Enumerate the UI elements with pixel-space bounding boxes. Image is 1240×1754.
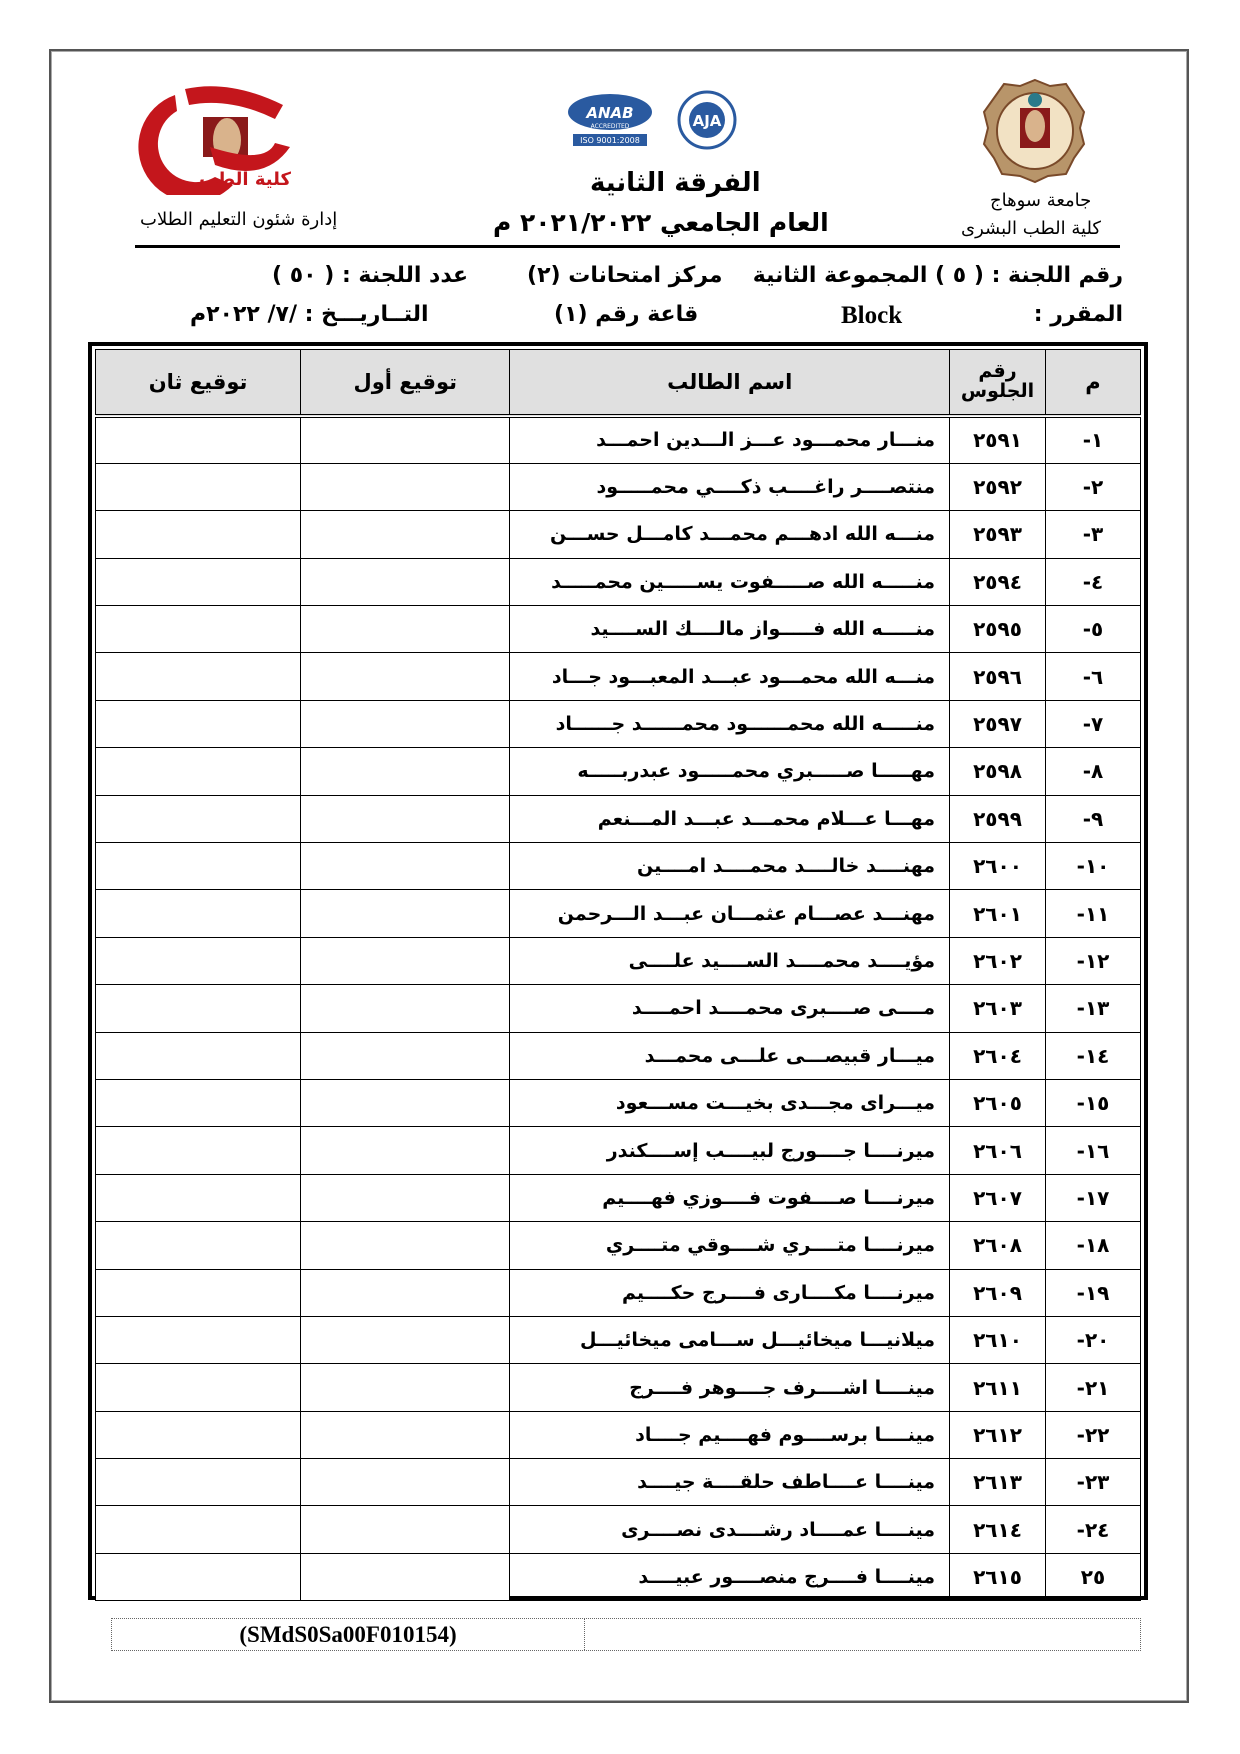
table-row [96, 511, 1141, 558]
row-index: ٢٣- [1046, 1459, 1141, 1506]
anab-sub-text: ACCREDITED [590, 123, 630, 130]
header-seat-number [950, 350, 1046, 417]
table-header-row [96, 350, 1141, 417]
aja-text: AJA [692, 112, 722, 130]
table-row [96, 843, 1141, 890]
row-index: ١٨- [1046, 1222, 1141, 1269]
seat-number: ٢٦٠٧ [950, 1174, 1046, 1221]
table-row [96, 985, 1141, 1032]
second-signature-cell[interactable] [96, 1222, 301, 1269]
table-row [96, 937, 1141, 984]
university-seal [980, 76, 1090, 186]
table-row [96, 1032, 1141, 1079]
second-signature-cell[interactable] [96, 700, 301, 747]
row-index: ١٣- [1046, 985, 1141, 1032]
second-signature-cell[interactable] [96, 1032, 301, 1079]
exam-center: مركز امتحانات (٢) [527, 263, 723, 288]
student-name: مينــــا عــــاطف حلقــــة جيــــد [510, 1459, 950, 1506]
student-name: مهـــا عـــلام محمـــد عبـــد المـــنعم [510, 795, 950, 842]
anab-text: ANAB [586, 104, 634, 122]
row-index: ٤- [1046, 558, 1141, 605]
hall-number: قاعة رقم (١) [554, 302, 699, 327]
student-name: ميرنــــا صــــفوت فــــوزي فهــــيم [510, 1174, 950, 1221]
first-signature-cell[interactable] [301, 985, 510, 1032]
committee-count: عدد اللجنة : ( ٥٠ ) [272, 263, 469, 288]
seat-number: ٢٥٩١ [950, 416, 1046, 463]
row-index: ٧- [1046, 700, 1141, 747]
student-name: منـــــه الله فـــــواز مالــــك الســــيد [510, 606, 950, 653]
first-signature-cell[interactable] [301, 1506, 510, 1553]
student-name: ميـــراى مجـــدى بخيـــت مســـعود [510, 1079, 950, 1126]
faculty-logo [115, 85, 315, 195]
student-name: مهـــــا صـــــبري محمـــــود عبدربـــــه [510, 748, 950, 795]
student-name: ميرنــــا مكــــارى فــــرج حكــــيم [510, 1269, 950, 1316]
first-signature-cell[interactable] [301, 1079, 510, 1126]
first-signature-cell[interactable] [301, 748, 510, 795]
course-label: المقرر : [1033, 302, 1123, 327]
seat-number: ٢٦١١ [950, 1364, 1046, 1411]
header-second-signature: توقيع ثان [96, 350, 301, 417]
row-index: ١٢- [1046, 937, 1141, 984]
first-signature-cell[interactable] [301, 463, 510, 510]
header-index: م [1046, 350, 1141, 417]
first-signature-cell[interactable] [301, 1032, 510, 1079]
footer-empty-cell [585, 1619, 1140, 1650]
seat-number: ٢٥٩٨ [950, 748, 1046, 795]
second-signature-cell[interactable] [96, 1127, 301, 1174]
second-signature-cell[interactable] [96, 1079, 301, 1126]
second-signature-cell[interactable] [96, 653, 301, 700]
seat-number: ٢٦٠٩ [950, 1269, 1046, 1316]
seat-number: ٢٥٩٦ [950, 653, 1046, 700]
seat-number: ٢٥٩٧ [950, 700, 1046, 747]
table-row [96, 1316, 1141, 1363]
row-index: ٩- [1046, 795, 1141, 842]
second-signature-cell[interactable] [96, 463, 301, 510]
student-name: منتصــــر راغــــب ذكــــي محمـــــود [510, 463, 950, 510]
second-signature-cell[interactable] [96, 1506, 301, 1553]
seat-number: ٢٦١٤ [950, 1506, 1046, 1553]
first-signature-cell[interactable] [301, 700, 510, 747]
student-name: منـــه الله ادهـــم محمـــد كامـــل حســـن [510, 511, 950, 558]
first-signature-cell[interactable] [301, 1269, 510, 1316]
table-row [96, 463, 1141, 510]
faculty-name: كلية الطب البشرى [961, 218, 1101, 239]
second-signature-cell[interactable] [96, 1269, 301, 1316]
seat-number: ٢٦٠٢ [950, 937, 1046, 984]
accreditation-logos [565, 90, 755, 150]
student-name: ميلانيـــا ميخائيـــل ســـامى ميخائيـــل [510, 1316, 950, 1363]
seat-number: ٢٦٠٥ [950, 1079, 1046, 1126]
second-signature-cell[interactable] [96, 1459, 301, 1506]
row-index: ٣- [1046, 511, 1141, 558]
table-row [96, 1459, 1141, 1506]
table-row [96, 1269, 1141, 1316]
second-signature-cell[interactable] [96, 748, 301, 795]
first-signature-cell[interactable] [301, 558, 510, 605]
second-signature-cell[interactable] [96, 890, 301, 937]
row-index: ٦- [1046, 653, 1141, 700]
second-signature-cell[interactable] [96, 937, 301, 984]
table-row [96, 1222, 1141, 1269]
header-student-name: اسم الطالب [510, 350, 950, 417]
table-row [96, 748, 1141, 795]
student-name: مؤيــــد محمــــد الســــيد علــــى [510, 937, 950, 984]
table-row [96, 1079, 1141, 1126]
header-divider [135, 245, 1120, 248]
table-row [96, 795, 1141, 842]
table-row [96, 1506, 1141, 1553]
first-signature-cell[interactable] [301, 1174, 510, 1221]
seat-number: ٢٦٠٦ [950, 1127, 1046, 1174]
second-signature-cell[interactable] [96, 843, 301, 890]
second-signature-cell[interactable] [96, 1364, 301, 1411]
first-signature-cell[interactable] [301, 1411, 510, 1458]
seat-number: ٢٥٩٤ [950, 558, 1046, 605]
table-row [96, 1364, 1141, 1411]
first-signature-cell[interactable] [301, 1459, 510, 1506]
table-row [96, 1411, 1141, 1458]
row-index: ٢٥ [1046, 1553, 1141, 1600]
course-value: Block [841, 302, 903, 329]
second-signature-cell[interactable] [96, 1411, 301, 1458]
row-index: ٢٢- [1046, 1411, 1141, 1458]
first-signature-cell[interactable] [301, 606, 510, 653]
table-row [96, 1174, 1141, 1221]
table-row [96, 416, 1141, 463]
second-signature-cell[interactable] [96, 1174, 301, 1221]
document-code: (SMdS0Sa00F010154) [112, 1619, 585, 1650]
first-signature-cell[interactable] [301, 795, 510, 842]
university-name: جامعة سوهاج [990, 190, 1092, 211]
iso-text: ISO 9001:2008 [580, 136, 640, 145]
second-signature-cell[interactable] [96, 606, 301, 653]
row-index: ١- [1046, 416, 1141, 463]
table-row [96, 890, 1141, 937]
footer-box [111, 1618, 1141, 1651]
row-index: ١٥- [1046, 1079, 1141, 1126]
academic-year: العام الجامعي ٢٠٢١/٢٠٢٢ م [493, 208, 829, 237]
second-signature-cell[interactable] [96, 511, 301, 558]
student-name: ميرنــــا جــــورج لبيــــب إســــكندر [510, 1127, 950, 1174]
second-signature-cell[interactable] [96, 558, 301, 605]
svg-text:كلية الطب: كلية الطب [199, 169, 291, 190]
row-index: ٢٠- [1046, 1316, 1141, 1363]
seat-number: ٢٦٠٤ [950, 1032, 1046, 1079]
student-name: ميرنــــا متــــري شــــوقي متــــري [510, 1222, 950, 1269]
row-index: ٥- [1046, 606, 1141, 653]
second-signature-cell[interactable] [96, 795, 301, 842]
header-seat-line2: الجلوس [960, 380, 1035, 402]
first-signature-cell[interactable] [301, 1553, 510, 1600]
table-row [96, 1553, 1141, 1600]
second-signature-cell[interactable] [96, 416, 301, 463]
department-name: إدارة شئون التعليم الطلاب [140, 209, 338, 230]
header-seat-line1: رقم [978, 360, 1017, 383]
row-index: ٢- [1046, 463, 1141, 510]
second-signature-cell[interactable] [96, 1316, 301, 1363]
first-signature-cell[interactable] [301, 1127, 510, 1174]
student-name: ميـــار قبيصـــى علـــى محمـــد [510, 1032, 950, 1079]
row-index: ١٩- [1046, 1269, 1141, 1316]
first-signature-cell[interactable] [301, 890, 510, 937]
table-row [96, 1127, 1141, 1174]
student-name: منـــــه الله صـــــفوت يســـــين محمـــــد [510, 558, 950, 605]
second-signature-cell[interactable] [96, 1553, 301, 1600]
seat-number: ٢٦١٣ [950, 1459, 1046, 1506]
seat-number: ٢٦١٥ [950, 1553, 1046, 1600]
seat-number: ٢٦٠١ [950, 890, 1046, 937]
student-name: منـــه الله محمـــود عبـــد المعبـــود جـــاد [510, 653, 950, 700]
first-signature-cell[interactable] [301, 1222, 510, 1269]
seat-number: ٢٦١٢ [950, 1411, 1046, 1458]
row-index: ١٧- [1046, 1174, 1141, 1221]
table-row [96, 653, 1141, 700]
students-table [95, 349, 1141, 1601]
seat-number: ٢٦٠٣ [950, 985, 1046, 1032]
students-table-frame [88, 342, 1148, 1600]
table-row [96, 700, 1141, 747]
first-signature-cell[interactable] [301, 416, 510, 463]
committee-number: رقم اللجنة : ( ٥ ) المجموعة الثانية [752, 263, 1123, 288]
seat-number: ٢٦٠٨ [950, 1222, 1046, 1269]
first-signature-cell[interactable] [301, 1364, 510, 1411]
student-name: مهنــــد خالــــد محمــــد امــــين [510, 843, 950, 890]
seat-number: ٢٦١٠ [950, 1316, 1046, 1363]
first-signature-cell[interactable] [301, 653, 510, 700]
seat-number: ٢٥٩٣ [950, 511, 1046, 558]
row-index: ١٠- [1046, 843, 1141, 890]
student-name: مينــــا اشــــرف جــــوهر فــــرج [510, 1364, 950, 1411]
first-signature-cell[interactable] [301, 937, 510, 984]
header-first-signature: توقيع أول [301, 350, 510, 417]
student-name: مينــــا عمــــاد رشــــدى نصــــرى [510, 1506, 950, 1553]
table-body [96, 416, 1141, 1601]
second-signature-cell[interactable] [96, 985, 301, 1032]
table-row [96, 558, 1141, 605]
student-name: منـــار محمـــود عـــز الـــدين احمـــد [510, 416, 950, 463]
student-name: مينــــا فــــرج منصــــور عبيــــد [510, 1553, 950, 1600]
row-index: ١٦- [1046, 1127, 1141, 1174]
first-signature-cell[interactable] [301, 1316, 510, 1363]
row-index: ١٤- [1046, 1032, 1141, 1079]
exam-date: التــاريـــخ : /٧/ ٢٠٢٢م [190, 302, 429, 327]
row-index: ٢٤- [1046, 1506, 1141, 1553]
seat-number: ٢٦٠٠ [950, 843, 1046, 890]
student-name: مهنـــد عصـــام عثمـــان عبـــد الـــرحمن [510, 890, 950, 937]
first-signature-cell[interactable] [301, 511, 510, 558]
table-row [96, 606, 1141, 653]
first-signature-cell[interactable] [301, 843, 510, 890]
seat-number: ٢٥٩٥ [950, 606, 1046, 653]
row-index: ١١- [1046, 890, 1141, 937]
row-index: ٢١- [1046, 1364, 1141, 1411]
student-name: منـــــه الله محمــــــود محمــــــد جــــــاد [510, 700, 950, 747]
year-level: الفرقة الثانية [590, 168, 761, 198]
seat-number: ٢٥٩٢ [950, 463, 1046, 510]
seat-number: ٢٥٩٩ [950, 795, 1046, 842]
student-name: مــــى صــــبرى محمــــد احمــــد [510, 985, 950, 1032]
row-index: ٨- [1046, 748, 1141, 795]
student-name: مينــــا برســــوم فهــــيم جــــاد [510, 1411, 950, 1458]
